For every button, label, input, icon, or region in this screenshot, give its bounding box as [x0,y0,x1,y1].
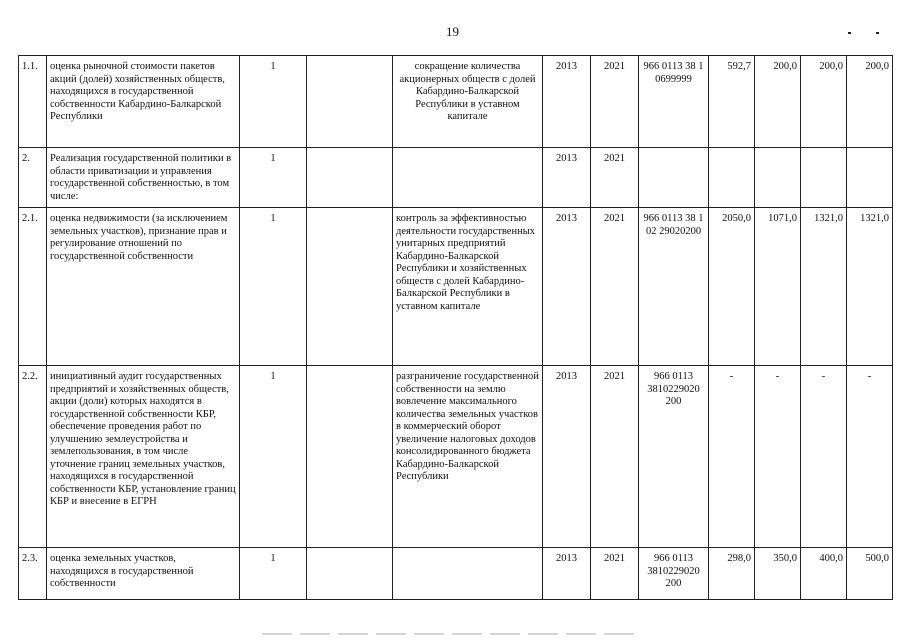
funding-value-1: 2050,0 [709,208,755,366]
budget-code: 966 0113 38 1 0699999 [639,56,709,148]
start-year: 2013 [543,148,591,208]
budget-code: 966 0113 38 1 02 29020200 [639,208,709,366]
funding-value-3 [801,148,847,208]
end-year: 2021 [591,366,639,548]
table-body [19,56,893,600]
funding-value-1: - [709,366,755,548]
funding-value-4: 500,0 [847,548,893,600]
row-number: 1.1. [19,56,47,148]
funding-value-3: 1321,0 [801,208,847,366]
executor-cell: 1 [240,56,307,148]
co-executor-cell [307,56,393,148]
funding-value-2: 200,0 [755,56,801,148]
table-row [19,366,893,548]
activity-name: Реализация государственной политики в области приватизации и управления государственной собственностью, в том числе: [47,148,240,208]
page-number: 19 [446,24,459,39]
funding-value-2: 350,0 [755,548,801,600]
row-number: 2.1. [19,208,47,366]
budget-code [639,148,709,208]
executor-cell: 1 [240,208,307,366]
funding-value-4: - [847,366,893,548]
budget-code: 966 0113 3810229020 200 [639,548,709,600]
funding-value-1: 592,7 [709,56,755,148]
end-year: 2021 [591,548,639,600]
table-row [19,208,893,366]
expected-result: сокращение количества акционерных обществ с долей Кабардино-Балкарской Республики в уставном капитале [393,56,543,148]
start-year: 2013 [543,366,591,548]
start-year: 2013 [543,208,591,366]
row-number: 2.3. [19,548,47,600]
funding-value-4 [847,148,893,208]
end-year: 2021 [591,208,639,366]
co-executor-cell [307,148,393,208]
end-year: 2021 [591,148,639,208]
expected-result [393,548,543,600]
activity-name: оценка недвижимости (за исключением земельных участков), признание прав и регулирование отношений по государственной собственности [47,208,240,366]
activity-name: оценка рыночной стоимости пакетов акций (долей) хозяйственных обществ, находящихся в государственной собственности Кабардино-Балкарской Республики [47,56,240,148]
table-row [19,548,893,600]
table-row [19,56,893,148]
co-executor-cell [307,208,393,366]
executor-cell: 1 [240,148,307,208]
scan-mark [876,32,879,34]
co-executor-cell [307,548,393,600]
funding-value-3: - [801,366,847,548]
end-year: 2021 [591,56,639,148]
scan-mark [848,32,851,34]
funding-value-3: 400,0 [801,548,847,600]
expected-result [393,148,543,208]
program-table [18,55,893,600]
funding-value-1: 298,0 [709,548,755,600]
budget-code: 966 0113 3810229020 200 [639,366,709,548]
funding-value-4: 200,0 [847,56,893,148]
expected-result: разграничение государственной собственности на землю вовлечение максимального количества земельных участков в коммерческий оборот увеличение налоговых доходов консолидированного бюджета Кабардино-Балкарской Республики [393,366,543,548]
activity-name: инициативный аудит государственных предприятий и хозяйственных обществ, акции (доли) которых находятся в государственной собственности КБР, обеспечение проведения работ по улучшению землеустройства и землепользования, в том числе уточнение границ земельных участков, находящихся в государственной собственности КБР, установление границ КБР и внесение в ЕГРН [47,366,240,548]
start-year: 2013 [543,548,591,600]
row-number: 2.2. [19,366,47,548]
scan-artifact [262,633,642,635]
table-row [19,148,893,208]
executor-cell: 1 [240,548,307,600]
funding-value-2 [755,148,801,208]
executor-cell: 1 [240,366,307,548]
funding-value-2: 1071,0 [755,208,801,366]
expected-result: контроль за эффективностью деятельности государственных унитарных предприятий Кабардино-Балкарской Республики и хозяйственных обществ с долей Кабардино-Балкарской Республики в уставном капитале [393,208,543,366]
funding-value-3: 200,0 [801,56,847,148]
activity-name: оценка земельных участков, находящихся в государственной собственности [47,548,240,600]
funding-value-4: 1321,0 [847,208,893,366]
funding-value-2: - [755,366,801,548]
row-number: 2. [19,148,47,208]
start-year: 2013 [543,56,591,148]
funding-value-1 [709,148,755,208]
co-executor-cell [307,366,393,548]
